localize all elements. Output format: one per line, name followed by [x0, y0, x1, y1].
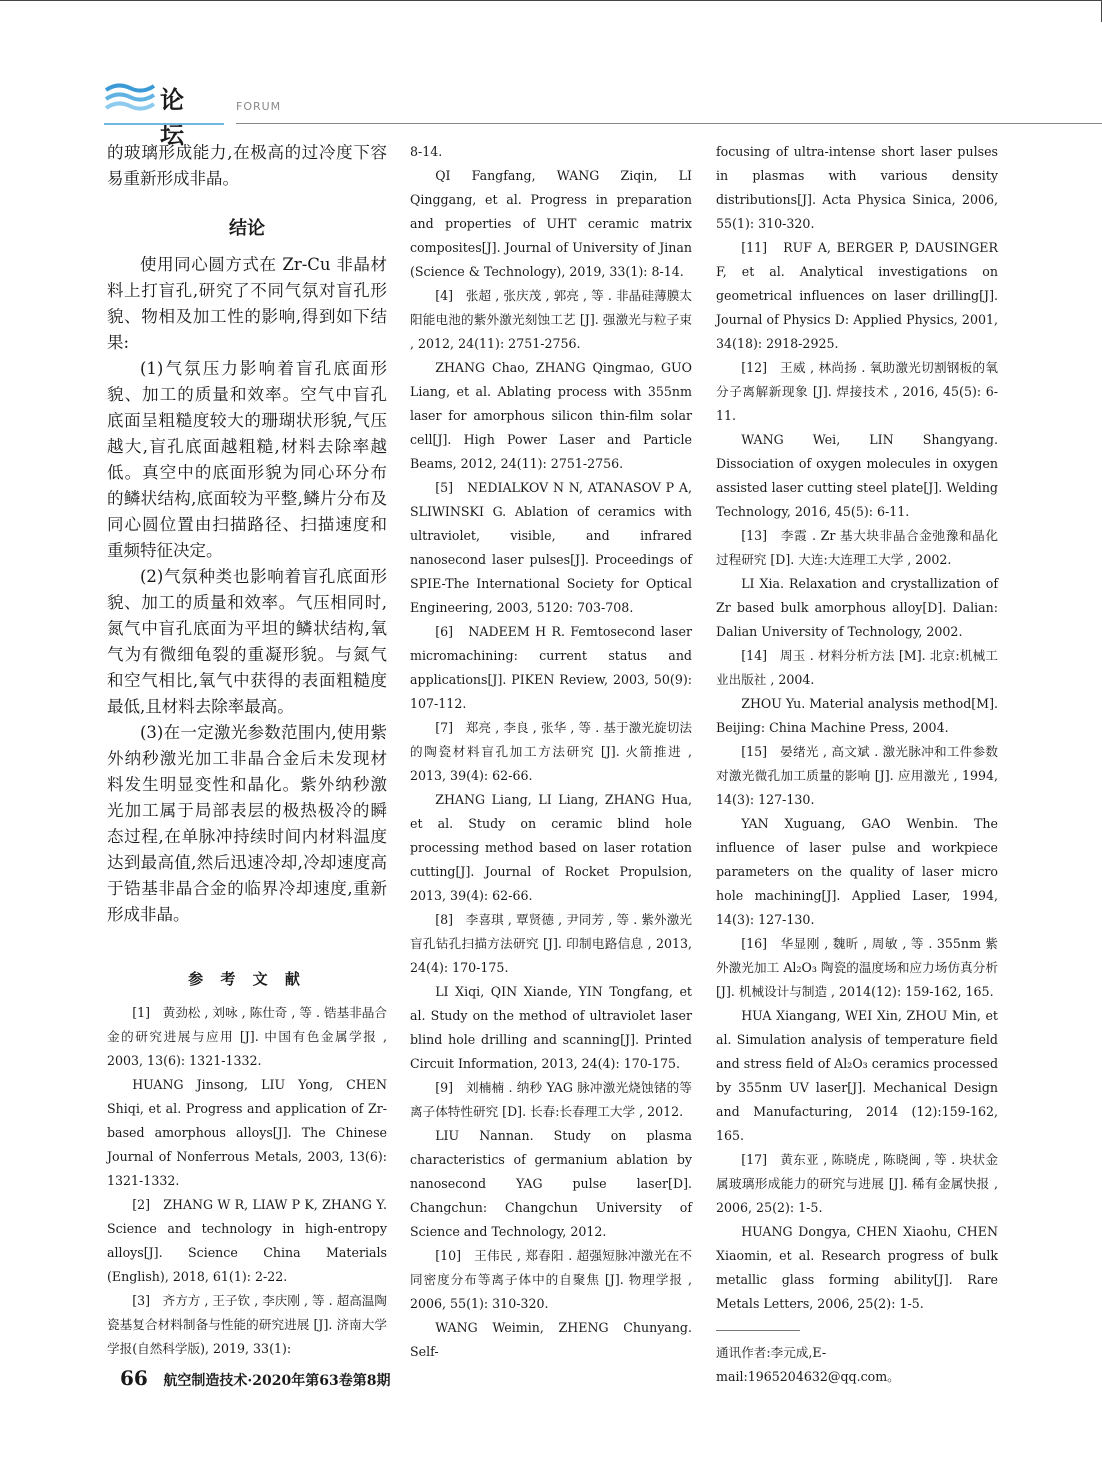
reference-entry: [15] 晏绪光 , 高文斌 . 激光脉冲和工件参数对激光微孔加工质量的影响 [J]. 应用激光 , 1994, 14(3): 127-130. — [716, 744, 998, 807]
intro-paragraph: 的玻璃形成能力,在极高的过冷度下容易重新形成非晶。 — [107, 143, 387, 188]
corresponding-author-footnote: 通讯作者:李元成,E-mail:1965204632@qq.com。 — [716, 1345, 900, 1384]
conclusion-paragraph: (2)气氛种类也影响着盲孔底面形貌、加工的质量和效率。气压相同时,氮气中盲孔底面为平坦的鳞状结构,氧气为有微细龟裂的重凝形貌。与氮气和空气相比,氧气中获得的表面粗糙度最低,且材料去除率最高。 — [107, 567, 387, 716]
conclusion-paragraph: (3)在一定激光参数范围内,使用紫外纳秒激光加工非晶合金后未发现材料发生明显变性和晶化。紫外纳秒激光加工属于局部表层的极热极冷的瞬态过程,在单脉冲持续时间内材料温度达到最高值,然后迅速冷却,冷却速度高于锆基非晶合金的临界冷却速度,重新形成非晶。 — [107, 723, 387, 924]
page-footer — [120, 1366, 390, 1390]
reference-entry: [1] 黄劲松 , 刘咏 , 陈仕奇 , 等 . 锆基非晶合金的研究进展与应用 [J]. 中国有色金属学报 , 2003, 13(6): 1321-1332. — [107, 1005, 387, 1068]
header-rule — [236, 123, 1102, 124]
reference-entry: [17] 黄东亚 , 陈晓虎 , 陈晓闽 , 等 . 块状金属玻璃形成能力的研究与进展 [J]. 稀有金属快报 , 2006, 25(2): 1-5. — [716, 1152, 998, 1215]
conclusion-title: 结论 — [229, 218, 265, 239]
reference-entry: [4] 张超 , 张庆茂 , 郭亮 , 等 . 非晶硅薄膜太阳能电池的紫外激光刻蚀工艺 [J]. 强激光与粒子束 , 2012, 24(11): 2751-2756. — [410, 288, 692, 351]
reference-entry: LIU Nannan. Study on plasma characteristics of germanium ablation by nanosecond YAG pulse laser[D]. Changchun: Changchun University of Science and Technology, 2012. — [410, 1128, 692, 1239]
reference-entry: ZHANG Liang, LI Liang, ZHANG Hua, et al. Study on ceramic blind hole processing method based on laser rotation cutting[J]. Journal of Rocket Propulsion, 2013, 39(4): 62-66. — [410, 792, 692, 903]
journal-info: 航空制造技术·2020年第63卷第8期 — [163, 1373, 391, 1389]
references-title: 参 考 文 献 — [188, 970, 306, 988]
column-1 — [107, 140, 387, 1361]
reference-entry: [5] NEDIALKOV N N, ATANASOV P A, SLIWINSKI G. Ablation of ceramics with ultraviolet, visible, and infrared nanosecond laser pulses[J]. Proceedings of SPIE-The International Society for Optical Engineering, 2003, 5120: 703-708. — [410, 480, 692, 615]
reference-entry: [10] 王伟民 , 郑春阳 . 超强短脉冲激光在不同密度分布等离子体中的自聚焦 [J]. 物理学报 , 2006, 55(1): 310-320. — [410, 1248, 692, 1311]
footnote-rule — [716, 1330, 800, 1331]
column-2 — [410, 140, 692, 1364]
reference-entry: HUANG Dongya, CHEN Xiaohu, CHEN Xiaomin, et al. Research progress of bulk metallic glass forming ability[J]. Rare Metals Letters, 2006, 25(2): 1-5. — [716, 1224, 998, 1311]
page-frame-top — [0, 0, 1102, 1]
reference-entry: YAN Xuguang, GAO Wenbin. The influence of laser pulse and workpiece parameters on the quality of laser micro hole machining[J]. Applied Laser, 1994, 14(3): 127-130. — [716, 816, 998, 927]
reference-entry: [12] 王威 , 林尚扬 . 氧助激光切割钢板的氧分子离解新现象 [J]. 焊接技术 , 2016, 45(5): 6-11. — [716, 360, 998, 423]
page-number: 66 — [120, 1366, 148, 1390]
reference-entry: WANG Weimin, ZHENG Chunyang. Self- — [410, 1320, 692, 1359]
reference-entry: WANG Wei, LIN Shangyang. Dissociation of oxygen molecules in oxygen assisted laser cutting steel plate[J]. Welding Technology, 2016, 45(5): 6-11. — [716, 432, 998, 519]
section-logo-subtitle: FORUM — [236, 100, 282, 113]
reference-entry: LI Xiqi, QIN Xiande, YIN Tongfang, et al. Study on the method of ultraviolet laser blind hole drilling and scanning[J]. Printed Circuit Information, 2013, 24(4): 170-175. — [410, 984, 692, 1071]
waves-logo-icon — [104, 80, 156, 116]
reference-entry: [7] 郑亮 , 李良 , 张华 , 等 . 基于激光旋切法的陶瓷材料盲孔加工方法研究 [J]. 火箭推进 , 2013, 39(4): 62-66. — [410, 720, 692, 783]
reference-entry: HUANG Jinsong, LIU Yong, CHEN Shiqi, et al. Progress and application of Zr-based amorphous alloys[J]. The Chinese Journal of Nonferrous Metals, 2003, 13(6): 1321-1332. — [107, 1077, 387, 1188]
reference-entry: HUA Xiangang, WEI Xin, ZHOU Min, et al. Simulation analysis of temperature field and stress field of Al₂O₃ ceramics processed by 355nm UV laser[J]. Mechanical Design and Manufacturing, 2014 (12):159-162, 165. — [716, 1008, 998, 1143]
header-accent-rule — [104, 123, 224, 125]
reference-entry: [11] RUF A, BERGER P, DAUSINGER F, et al. Analytical investigations on geometrical influences on laser drilling[J]. Journal of Physics D: Applied Physics, 2001, 34(18): 2918-2925. — [716, 240, 998, 351]
reference-entry: LI Xia. Relaxation and crystallization of Zr based bulk amorphous alloy[D]. Dalian: Dalian University of Technology, 2002. — [716, 576, 998, 639]
section-logo-text: 论坛 — [160, 85, 185, 149]
reference-entry: ZHOU Yu. Material analysis method[M]. Beijing: China Machine Press, 2004. — [716, 696, 998, 735]
reference-entry: [14] 周玉 . 材料分析方法 [M]. 北京:机械工业出版社 , 2004. — [716, 648, 998, 687]
column-3 — [716, 140, 998, 1389]
reference-entry: [8] 李喜琪 , 覃贤德 , 尹同芳 , 等 . 紫外激光盲孔钻孔扫描方法研究 [J]. 印制电路信息 , 2013, 24(4): 170-175. — [410, 912, 692, 975]
reference-entry: [6] NADEEM H R. Femtosecond laser micromachining: current status and applications[J]. PIKEN Review, 2003, 50(9): 107-112. — [410, 624, 692, 711]
reference-entry: 8-14. — [410, 144, 443, 159]
conclusion-paragraph: 使用同心圆方式在 Zr-Cu 非晶材料上打盲孔,研究了不同气氛对盲孔形貌、物相及加工性的影响,得到如下结果: — [107, 255, 387, 352]
reference-entry: [2] ZHANG W R, LIAW P K, ZHANG Y. Science and technology in high-entropy alloys[J]. Science China Materials (English), 2018, 61(1): 2-22. — [107, 1197, 387, 1284]
reference-entry: ZHANG Chao, ZHANG Qingmao, GUO Liang, et al. Ablating process with 355nm laser for amorphous silicon thin-film solar cell[J]. High Power Laser and Particle Beams, 2012, 24(11): 2751-2756. — [410, 360, 692, 471]
conclusion-paragraph: (1)气氛压力影响着盲孔底面形貌、加工的质量和效率。空气中盲孔底面呈粗糙度较大的珊瑚状形貌,气压越大,盲孔底面越粗糙,材料去除率越低。真空中的底面形貌为同心环分布的鳞状结构,底面较为平整,鳞片分布及同心圆位置由扫描路径、扫描速度和重频特征决定。 — [107, 359, 387, 560]
reference-entry: [13] 李霞 . Zr 基大块非晶合金弛豫和晶化过程研究 [D]. 大连:大连理工大学 , 2002. — [716, 528, 998, 567]
reference-entry: [3] 齐方方 , 王子钦 , 李庆刚 , 等 . 超高温陶瓷基复合材料制备与性能的研究进展 [J]. 济南大学学报(自然科学版), 2019, 33(1): — [107, 1293, 387, 1356]
reference-entry: QI Fangfang, WANG Ziqin, LI Qinggang, et al. Progress in preparation and properties of UHT ceramic matrix composites[J]. Journal of University of Jinan (Science & Technology), 2019, 33(1): 8-14. — [410, 168, 692, 279]
reference-entry: [16] 华显刚 , 魏昕 , 周敏 , 等 . 355nm 紫外激光加工 Al₂O₃ 陶瓷的温度场和应力场仿真分析 [J]. 机械设计与制造 , 2014(12): 159-162, 165. — [716, 936, 998, 999]
reference-entry: focusing of ultra-intense short laser pulses in plasmas with various density distributions[J]. Acta Physica Sinica, 2006, 55(1): 310-320. — [716, 144, 998, 231]
reference-entry: [9] 刘楠楠 . 纳秒 YAG 脉冲激光烧蚀锗的等离子体特性研究 [D]. 长春:长春理工大学 , 2012. — [410, 1080, 692, 1119]
